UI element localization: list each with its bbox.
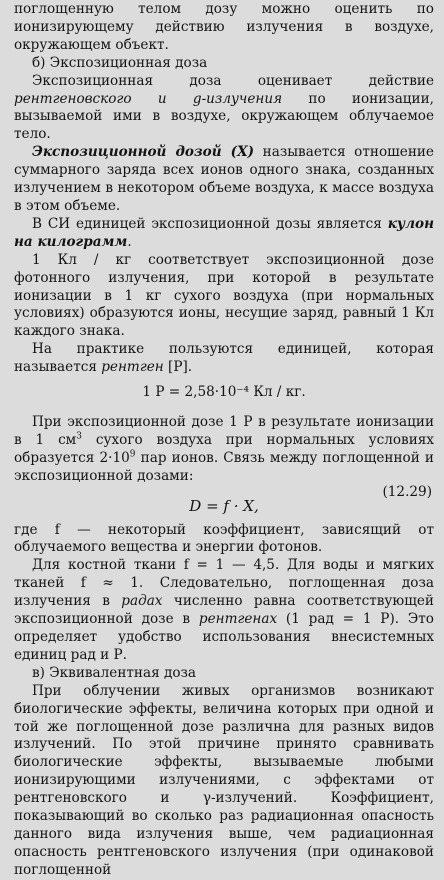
definition-term: Экспозиционной дозой (X) [32,144,255,161]
text-run: 1 Кл / кг соответствует экспозиционной дозе фотонного излучения, при которой в результате ионизации в 1 кг сухого воздуха (при нормальных условиях) образуются ионы, несущие заряд, равный 1 Кл каждого знака. [14,251,434,340]
text-run: При экспозиционной дозе 1 Р в результате ионизации в 1 см [14,413,434,448]
paragraph-biological-effects [14,683,434,880]
text-run: (1 рад = 1 Р). Это определяет удобство использования внесистемных единиц рад и Р. [14,611,434,663]
paragraph-si-unit [14,216,434,252]
text-run: где f — некоторый коэффициент, зависящий от облучаемого вещества и энергии фотонов. [14,521,434,556]
text-run: [Р]. [163,359,193,376]
text-run: В СИ единицей экспозиционной дозы является [32,215,388,232]
page-text [14,1,434,880]
text-run: по ионизации, вызываемой ими в воздухе, окружающем облучаемое тело. [14,90,434,143]
superscript: 9 [129,449,136,460]
text-run: называется отношение суммарного заряда всех ионов одного знака, созданных излучением в некотором объеме воздуха, к массе воздуха в этом объеме. [14,144,434,214]
paragraph-coulomb-per-kg [14,252,434,342]
paragraph-exposure-definition [14,144,434,216]
section-heading-equivalent-dose: в) Эквивалентная доза [32,664,197,681]
emphasis-run: рентген [101,359,164,376]
paragraph-roentgen [14,341,434,377]
text-run: численно равна соответствующей экспозиционной дозе в [14,593,434,628]
paragraph-coefficient [14,522,434,558]
equation-number: (12.29) [382,483,432,500]
paragraph-ion-pairs [14,414,434,486]
text-run: пар ионов. Связь между поглощенной и экспозиционной дозами: [14,449,434,484]
text-run: Для костной ткани f = 1 — 4,5. Для воды и мягких тканей f ≈ 1. Следовательно, поглощенная доза излучения в [14,557,434,610]
emphasis-run: рентгеновского и g-излучения [14,90,283,107]
emphasis-run: кулон на килограмм [14,215,434,250]
emphasis-run: рентгенах [198,611,278,628]
text-run: При облучении живых организмов возникают биологические эффекты, величина которых при одной и той же поглощенной дозе различна для разных видов излучений. По этой причине принято сравнивать биологические эффекты, вызываемые любыми ионизирующими излучениями, с эффектами от рентгеновского и γ-излучений. Коэффициент, показывающий во сколько раз радиационная опасность данного вида излучения выше, чем радиационная опасность рентгеновского излучения (при одинаковой поглощенной [14,682,434,878]
equation: D = f · X, [189,496,259,515]
paragraph-bone-tissue [14,557,434,664]
paragraph-exposure-intro [14,73,434,145]
superscript: 3 [76,431,82,442]
text-run: Экспозиционная доза оценивает действие [32,72,434,89]
section-heading-exposure-dose: б) Экспозиционная доза [32,54,208,71]
paragraph-continued [14,1,434,55]
text-run: На практике пользуются единицей, которая называется [14,341,434,376]
text-run: . [127,233,132,250]
formula-dose-relation [14,483,434,520]
paragraph-text: поглощенную телом дозу можно оценить по ионизирующему действию излучения в воздухе, окружающем объект. [14,1,434,53]
formula-roentgen: 1 Р = 2,58·10⁻⁴ Кл / кг. [142,384,306,401]
emphasis-run: радах [121,593,163,610]
text-run: сухого воздуха при нормальных условиях образуется 2·10 [14,431,434,466]
